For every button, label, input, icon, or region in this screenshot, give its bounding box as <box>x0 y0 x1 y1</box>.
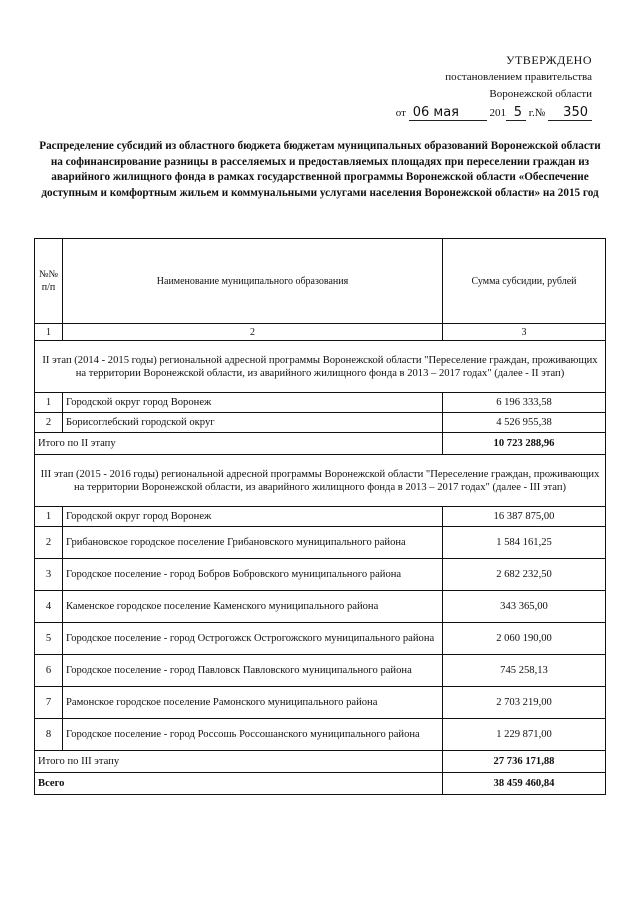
table-row <box>35 413 606 433</box>
approval-date: 06 мая <box>409 106 487 121</box>
column-index-row <box>35 324 606 341</box>
row-num: 2 <box>35 527 63 559</box>
row-name: Грибановское городское поселение Грибановского муниципального района <box>63 527 443 559</box>
row-sum: 343 365,00 <box>443 591 606 623</box>
row-num: 5 <box>35 623 63 655</box>
row-name: Городской округ город Воронеж <box>63 507 443 527</box>
document-title: Распределение субсидий из областного бюджета бюджетам муниципальных образований Воронежской области на софинансирование разницы в расселяемых и предоставляемых площадях при переселении граждан из аварийного жилищного фонда в рамках государственной программы Воронежской области «Обеспечение доступным и комфортным жильем и коммунальными услугами населения Воронежской области» на 2015 год <box>39 140 601 199</box>
index-3: 3 <box>443 324 606 341</box>
year-suffix: г. <box>528 107 535 119</box>
stage-3-total-row <box>35 751 606 773</box>
table-row <box>35 687 606 719</box>
approval-line-2: Воронежской области <box>489 88 592 100</box>
row-sum: 16 387 875,00 <box>443 507 606 527</box>
stage-2-total-row <box>35 433 606 455</box>
header-sum: Сумма субсидии, рублей <box>443 239 606 324</box>
row-num: 6 <box>35 655 63 687</box>
row-sum: 6 196 333,58 <box>443 393 606 413</box>
row-sum: 2 703 219,00 <box>443 687 606 719</box>
stage-3-heading <box>35 455 606 507</box>
row-num: 1 <box>35 393 63 413</box>
table-row <box>35 393 606 413</box>
table-row <box>35 655 606 687</box>
approval-title: УТВЕРЖДЕНО <box>505 53 592 67</box>
row-sum: 745 258,13 <box>443 655 606 687</box>
header-num: №№ п/п <box>35 239 63 324</box>
table-row <box>35 559 606 591</box>
approval-dateline <box>396 105 592 122</box>
grand-total-label: Всего <box>35 773 443 795</box>
stage-2-total: 10 723 288,96 <box>443 433 606 455</box>
row-num: 4 <box>35 591 63 623</box>
row-num: 8 <box>35 719 63 751</box>
row-sum: 1 229 871,00 <box>443 719 606 751</box>
stage-2-heading <box>35 341 606 393</box>
stage-2-title: II этап (2014 - 2015 годы) региональной адресной программы Воронежской области "Переселение граждан, проживающих на территории Воронежской области, из аварийного жилищного фонда в 2013 – 2017 годах" (далее - II этап) <box>35 341 606 393</box>
number-label: № <box>534 107 546 119</box>
row-sum: 4 526 955,38 <box>443 413 606 433</box>
row-name: Борисоглебский городской округ <box>63 413 443 433</box>
stage-3-total-label: Итого по III этапу <box>35 751 443 773</box>
index-1: 1 <box>35 324 63 341</box>
header-name: Наименование муниципального образования <box>63 239 443 324</box>
stage-3-title: III этап (2015 - 2016 годы) региональной адресной программы Воронежской области "Переселение граждан, проживающих на территории Воронежской области, из аварийного жилищного фонда в 2013 – 2017 годах" (далее - III этап) <box>35 455 606 507</box>
row-sum: 1 584 161,25 <box>443 527 606 559</box>
row-sum: 2 682 232,50 <box>443 559 606 591</box>
table-header <box>35 239 606 324</box>
table-row <box>35 719 606 751</box>
row-name: Городской округ город Воронеж <box>63 393 443 413</box>
year-prefix: 201 <box>489 107 506 119</box>
table-row <box>35 591 606 623</box>
approval-number: 350 <box>548 106 592 121</box>
row-num: 2 <box>35 413 63 433</box>
index-2: 2 <box>63 324 443 341</box>
row-name: Городское поселение - город Острогожск Острогожского муниципального района <box>63 623 443 655</box>
year-digit: 5 <box>506 106 526 121</box>
row-name: Городское поселение - город Россошь Россошанского муниципального района <box>63 719 443 751</box>
stage-3-total: 27 736 171,88 <box>443 751 606 773</box>
subsidy-table <box>34 238 606 795</box>
table-row <box>35 623 606 655</box>
row-num: 7 <box>35 687 63 719</box>
table-row <box>35 527 606 559</box>
approval-line-1: постановлением правительства <box>445 71 592 83</box>
approval-stamp <box>396 52 592 122</box>
row-name: Городское поселение - город Павловск Павловского муниципального района <box>63 655 443 687</box>
table-row <box>35 507 606 527</box>
row-num: 1 <box>35 507 63 527</box>
row-name: Городское поселение - город Бобров Бобровского муниципального района <box>63 559 443 591</box>
from-label: от <box>395 107 406 119</box>
grand-total: 38 459 460,84 <box>443 773 606 795</box>
row-sum: 2 060 190,00 <box>443 623 606 655</box>
grand-total-row <box>35 773 606 795</box>
row-name: Каменское городское поселение Каменского муниципального района <box>63 591 443 623</box>
row-name: Рамонское городское поселение Рамонского муниципального района <box>63 687 443 719</box>
row-num: 3 <box>35 559 63 591</box>
stage-2-total-label: Итого по II этапу <box>35 433 443 455</box>
